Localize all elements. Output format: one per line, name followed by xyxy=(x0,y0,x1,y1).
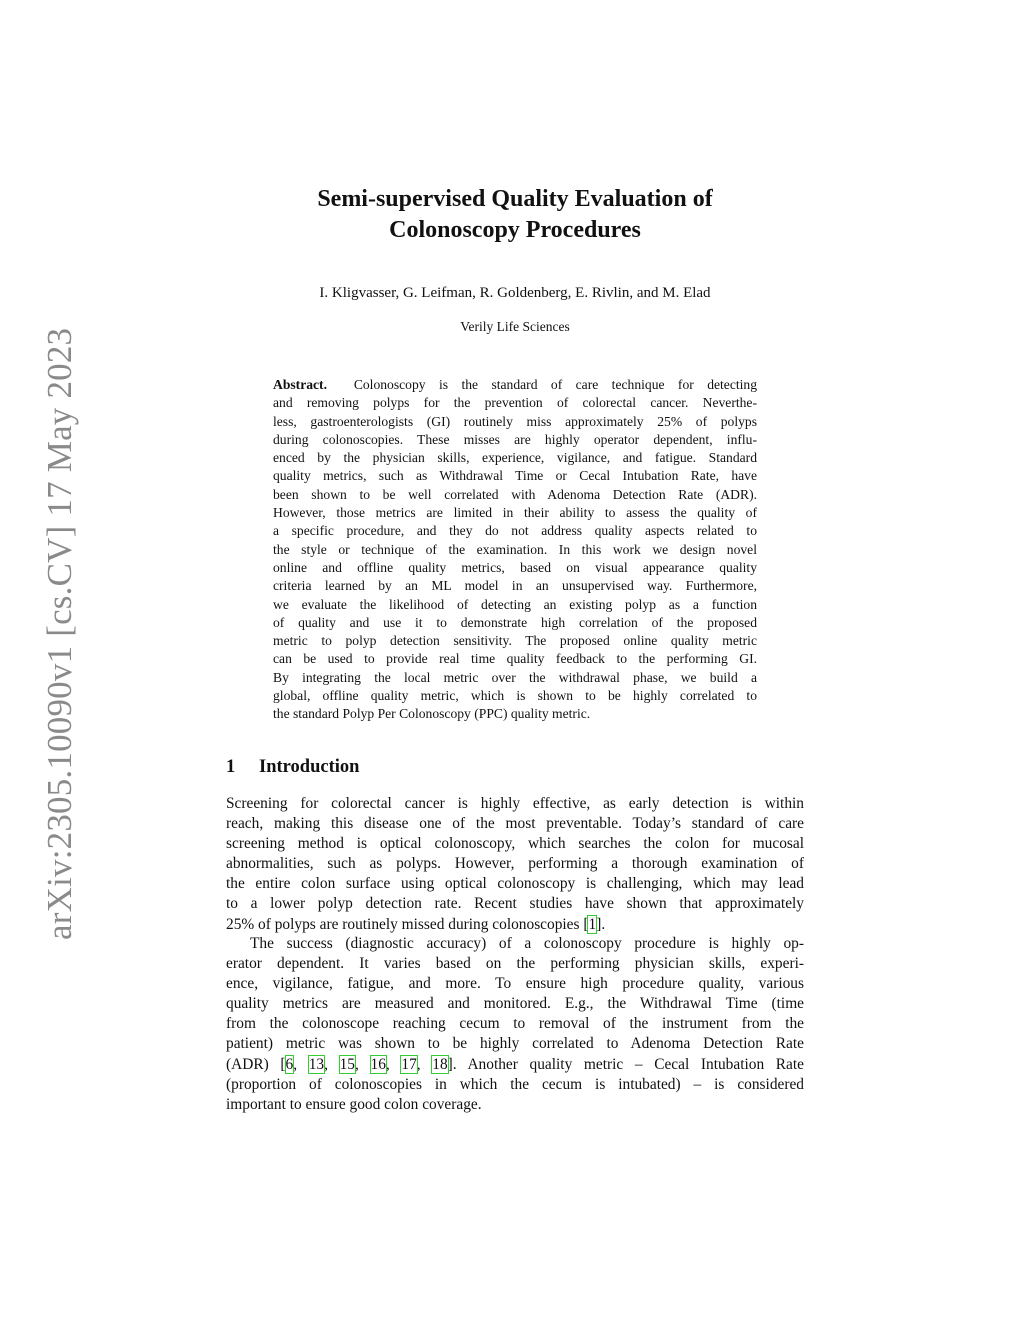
paragraph-line: abnormalities, such as polyps. However, performing a thorough examination of xyxy=(226,855,804,873)
paragraph-line: (proportion of colonoscopies in which the cecum is intubated) – is considered xyxy=(226,1075,804,1093)
abstract-line: enced by the physician skills, experience, vigilance, and fatigue. Standard xyxy=(273,450,757,466)
abstract-line xyxy=(273,376,757,394)
intro-paragraph-2 xyxy=(226,934,804,1115)
paragraph-line: reach, making this disease one of the most preventable. Today’s standard of care xyxy=(226,815,804,833)
paragraph-text: ]. Another quality metric – Cecal Intubation Rate xyxy=(447,1055,804,1073)
paragraph-line: patient) metric was shown to be highly correlated to Adenoma Detection Rate xyxy=(226,1035,804,1053)
abstract-first-line-text: Colonoscopy is the standard of care technique for detecting xyxy=(353,377,758,392)
paragraph-text: (ADR) [ xyxy=(226,1055,286,1073)
abstract-block xyxy=(273,376,757,724)
citation-link-6[interactable]: 6 xyxy=(285,1055,294,1073)
abstract-line: criteria learned by an ML model in an unsupervised way. Furthermore, xyxy=(273,578,757,594)
citation-link-1[interactable]: 1 xyxy=(588,915,597,933)
title-line: Colonoscopy Procedures xyxy=(389,217,641,243)
abstract-line: the style or technique of the examination. In this work we design novel xyxy=(273,541,757,557)
abstract-line: a specific procedure, and they do not address quality aspects related to xyxy=(273,523,757,539)
abstract-line: However, those metrics are limited in their ability to assess the quality of xyxy=(273,505,757,521)
citation-link-18[interactable]: 18 xyxy=(432,1055,448,1073)
abstract-line: during colonoscopies. These misses are highly operator dependent, influ- xyxy=(273,431,757,447)
abstract-line: less, gastroenterologists (GI) routinely miss approximately 25% of polyps xyxy=(273,413,757,429)
author-list: I. Kligvasser, G. Leifman, R. Goldenberg, E. Rivlin, and M. Elad xyxy=(319,285,711,301)
paragraph-line: The success (diagnostic accuracy) of a colonoscopy procedure is highly op- xyxy=(250,935,804,952)
citation-bracket: ]. xyxy=(596,915,606,933)
citation-link-13[interactable]: 13 xyxy=(308,1055,325,1073)
abstract-line: global, offline quality metric, which is shown to be highly correlated to xyxy=(273,688,757,704)
section-heading-introduction xyxy=(226,755,359,779)
abstract-label: Abstract. xyxy=(273,377,327,392)
paragraph-line: erator dependent. It varies based on the performing physician skills, experi- xyxy=(226,955,804,973)
paragraph-line: to a lower polyp detection rate. Recent studies have shown that approximately xyxy=(226,895,804,913)
intro-paragraph-1 xyxy=(226,794,804,935)
paragraph-line: Screening for colorectal cancer is highly effective, as early detection is within xyxy=(226,795,804,812)
citation-link-15[interactable]: 15 xyxy=(339,1055,355,1073)
paragraph-line: quality metrics are measured and monitored. E.g., the Withdrawal Time (time xyxy=(226,995,804,1013)
section-title: Introduction xyxy=(259,757,360,777)
citation-bracket: [ xyxy=(583,915,589,933)
title-line: Semi-supervised Quality Evaluation of xyxy=(317,186,713,212)
section-number: 1 xyxy=(226,757,236,777)
arxiv-identifier-stamp[interactable]: arXiv:2305.10090v1 [cs.CV] 17 May 2023 xyxy=(40,327,79,940)
paragraph-line: from the colonoscope reaching cecum to removal of the instrument from the xyxy=(226,1015,804,1033)
paragraph-line: the entire colon surface using optical colonoscopy is challenging, which may lead xyxy=(226,875,804,893)
abstract-line: can be used to provide real time quality feedback to the performing GI. xyxy=(273,651,757,667)
paragraph-line: (ADR) [6, 13, 15, 16, 17, 18]. Another quality metric – Cecal Intubation Rate xyxy=(226,1055,804,1073)
paragraph-text: 25% of polyps are routinely missed during colonoscopies xyxy=(226,915,584,933)
affiliation: Verily Life Sciences xyxy=(460,319,570,334)
abstract-line: metric to polyp detection sensitivity. The proposed online quality metric xyxy=(273,633,757,649)
paragraph-line xyxy=(226,915,804,935)
paragraph-line: important to ensure good colon coverage. xyxy=(226,1095,482,1113)
abstract-line: online and offline quality metrics, based on visual appearance quality xyxy=(273,559,757,575)
paper-title xyxy=(240,184,790,246)
abstract-line: quality metrics, such as Withdrawal Time or Cecal Intubation Rate, have xyxy=(273,468,757,484)
abstract-line: By integrating the local metric over the withdrawal phase, we build a xyxy=(273,669,757,685)
abstract-line: and removing polyps for the prevention of colorectal cancer. Neverthe- xyxy=(273,395,757,411)
paragraph-line: screening method is optical colonoscopy, which searches the colon for mucosal xyxy=(226,835,804,853)
abstract-line: of quality and use it to demonstrate high correlation of the proposed xyxy=(273,614,757,630)
abstract-line: been shown to be well correlated with Adenoma Detection Rate (ADR). xyxy=(273,486,757,502)
citation-link-17[interactable]: 17 xyxy=(401,1055,417,1073)
paragraph-line: ence, vigilance, fatigue, and more. To ensure high procedure quality, various xyxy=(226,975,804,993)
citation-link-16[interactable]: 16 xyxy=(370,1055,386,1073)
abstract-line: we evaluate the likelihood of detecting an existing polyp as a function xyxy=(273,596,757,612)
abstract-line: the standard Polyp Per Colonoscopy (PPC) quality metric. xyxy=(273,706,591,722)
